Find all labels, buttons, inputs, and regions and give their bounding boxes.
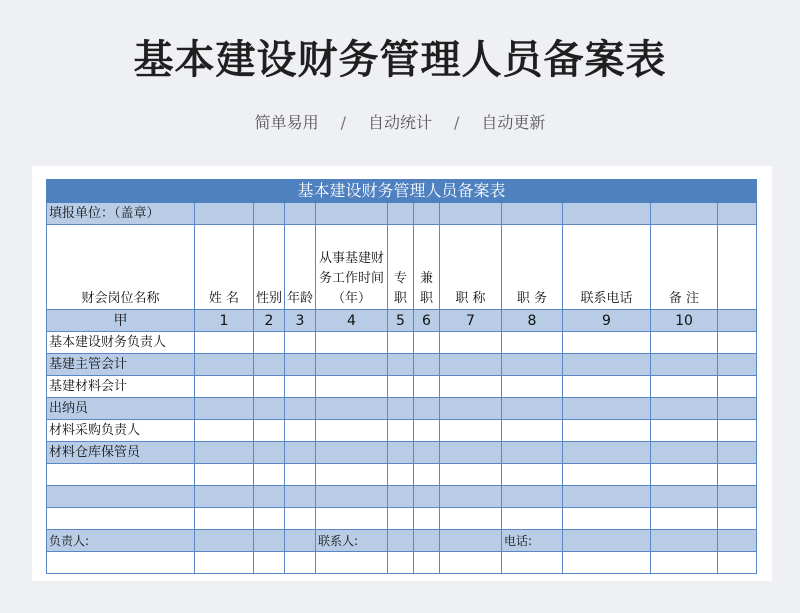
table-row	[47, 464, 757, 486]
cell[interactable]	[316, 486, 388, 508]
cell[interactable]	[563, 442, 651, 464]
footer-row	[47, 530, 757, 552]
cell[interactable]	[388, 530, 414, 552]
header-job[interactable]: 职 务	[502, 225, 563, 310]
cell[interactable]	[195, 442, 254, 464]
cell[interactable]	[563, 332, 651, 354]
cell[interactable]	[316, 203, 388, 225]
table-row	[47, 376, 757, 398]
header-years[interactable]: 从事基建财务工作时间（年）	[316, 225, 388, 310]
cell[interactable]	[285, 420, 316, 442]
table-row	[47, 420, 757, 442]
cell[interactable]	[254, 442, 285, 464]
header-title[interactable]: 职 称	[440, 225, 502, 310]
position-cell[interactable]: 材料仓库保管员	[47, 442, 195, 464]
table-banner-title: 基本建设财务管理人员备案表	[47, 180, 757, 203]
cell[interactable]	[47, 464, 195, 486]
index-cell[interactable]: 8	[502, 310, 563, 332]
footer-contact[interactable]: 联系人:	[316, 530, 388, 552]
cell[interactable]	[414, 420, 440, 442]
cell[interactable]	[316, 332, 388, 354]
cell[interactable]	[316, 398, 388, 420]
cell[interactable]	[195, 508, 254, 530]
cell[interactable]	[502, 203, 563, 225]
cell[interactable]	[254, 486, 285, 508]
cell[interactable]	[388, 354, 414, 376]
cell[interactable]	[388, 508, 414, 530]
cell[interactable]	[563, 354, 651, 376]
cell[interactable]	[651, 442, 718, 464]
cell[interactable]	[414, 398, 440, 420]
cell[interactable]	[563, 398, 651, 420]
cell[interactable]	[388, 332, 414, 354]
table-row	[47, 508, 757, 530]
header-name[interactable]: 姓 名	[195, 225, 254, 310]
cell[interactable]	[47, 552, 195, 574]
index-cell[interactable]: 2	[254, 310, 285, 332]
cell[interactable]	[254, 398, 285, 420]
cell[interactable]	[440, 530, 502, 552]
cell[interactable]	[440, 486, 502, 508]
cell[interactable]	[254, 552, 285, 574]
header-position[interactable]: 财会岗位名称	[47, 225, 195, 310]
position-cell[interactable]: 基建主管会计	[47, 354, 195, 376]
index-cell[interactable]: 3	[285, 310, 316, 332]
cell[interactable]	[651, 508, 718, 530]
cell[interactable]	[502, 420, 563, 442]
cell[interactable]	[254, 203, 285, 225]
index-cell[interactable]: 10	[651, 310, 718, 332]
index-cell[interactable]: 1	[195, 310, 254, 332]
cell[interactable]	[718, 530, 757, 552]
cell[interactable]	[195, 398, 254, 420]
cell[interactable]	[285, 332, 316, 354]
cell[interactable]	[440, 398, 502, 420]
header-row	[47, 225, 757, 310]
cell[interactable]	[502, 486, 563, 508]
cell[interactable]	[414, 442, 440, 464]
cell[interactable]	[718, 552, 757, 574]
cell[interactable]	[254, 332, 285, 354]
unit-row	[47, 203, 757, 225]
cell[interactable]	[718, 508, 757, 530]
cell[interactable]	[195, 332, 254, 354]
cell[interactable]	[414, 508, 440, 530]
cell[interactable]	[414, 376, 440, 398]
subtitle	[0, 112, 800, 134]
cell[interactable]	[718, 332, 757, 354]
cell[interactable]	[414, 530, 440, 552]
cell[interactable]	[285, 203, 316, 225]
header-phone[interactable]: 联系电话	[563, 225, 651, 310]
cell[interactable]	[718, 420, 757, 442]
cell[interactable]	[563, 464, 651, 486]
cell[interactable]	[563, 486, 651, 508]
index-cell[interactable]: 9	[563, 310, 651, 332]
cell[interactable]	[285, 552, 316, 574]
cell[interactable]	[195, 486, 254, 508]
cell[interactable]	[502, 508, 563, 530]
cell[interactable]	[388, 398, 414, 420]
cell[interactable]	[195, 420, 254, 442]
cell[interactable]	[388, 552, 414, 574]
cell[interactable]	[718, 376, 757, 398]
table-row	[47, 354, 757, 376]
footer-responsible[interactable]: 负责人:	[47, 530, 195, 552]
banner-row	[47, 180, 757, 203]
cell[interactable]	[718, 486, 757, 508]
cell[interactable]	[316, 552, 388, 574]
cell[interactable]	[502, 398, 563, 420]
filing-table	[46, 179, 757, 574]
cell[interactable]	[563, 552, 651, 574]
cell[interactable]	[388, 420, 414, 442]
cell[interactable]	[285, 376, 316, 398]
cell[interactable]	[651, 486, 718, 508]
cell[interactable]	[414, 354, 440, 376]
header-specialty[interactable]: 专职	[388, 225, 414, 310]
cell[interactable]	[388, 203, 414, 225]
cell[interactable]	[718, 442, 757, 464]
cell[interactable]	[414, 332, 440, 354]
index-cell[interactable]: 6	[414, 310, 440, 332]
cell[interactable]	[414, 486, 440, 508]
cell[interactable]	[502, 376, 563, 398]
cell[interactable]	[502, 552, 563, 574]
cell[interactable]	[440, 203, 502, 225]
cell[interactable]	[316, 508, 388, 530]
cell[interactable]	[651, 332, 718, 354]
cell[interactable]	[651, 530, 718, 552]
cell[interactable]	[195, 464, 254, 486]
cell[interactable]	[563, 508, 651, 530]
unit-label[interactable]: 填报单位：（盖章）	[47, 203, 195, 225]
spreadsheet-sheet	[32, 166, 772, 581]
cell[interactable]	[440, 332, 502, 354]
subtitle-separator: /	[454, 113, 460, 132]
table-row	[47, 442, 757, 464]
subtitle-item-easy: 简单易用	[254, 113, 319, 132]
cell[interactable]	[414, 203, 440, 225]
cell[interactable]	[254, 354, 285, 376]
header-gender[interactable]: 性别	[254, 225, 285, 310]
table-row	[47, 552, 757, 574]
position-cell[interactable]: 基本建设财务负责人	[47, 332, 195, 354]
cell[interactable]	[316, 354, 388, 376]
cell[interactable]	[440, 464, 502, 486]
cell[interactable]	[254, 376, 285, 398]
subtitle-item-stats: 自动统计	[367, 113, 432, 132]
index-row	[47, 310, 757, 332]
cell[interactable]	[47, 508, 195, 530]
cell[interactable]	[718, 464, 757, 486]
cell[interactable]	[285, 354, 316, 376]
cell[interactable]	[651, 464, 718, 486]
cell[interactable]	[414, 552, 440, 574]
cell[interactable]	[316, 420, 388, 442]
cell[interactable]	[651, 203, 718, 225]
cell[interactable]	[440, 376, 502, 398]
position-cell[interactable]: 材料采购负责人	[47, 420, 195, 442]
cell[interactable]	[285, 442, 316, 464]
cell[interactable]	[502, 354, 563, 376]
cell[interactable]	[440, 442, 502, 464]
cell[interactable]	[47, 486, 195, 508]
index-cell[interactable]: 5	[388, 310, 414, 332]
cell[interactable]	[563, 203, 651, 225]
table-row	[47, 332, 757, 354]
cell[interactable]	[414, 464, 440, 486]
index-cell[interactable]: 4	[316, 310, 388, 332]
cell[interactable]	[563, 420, 651, 442]
cell[interactable]	[440, 508, 502, 530]
cell[interactable]	[718, 398, 757, 420]
cell[interactable]	[651, 354, 718, 376]
cell[interactable]	[254, 508, 285, 530]
cell[interactable]	[195, 203, 254, 225]
cell[interactable]	[316, 464, 388, 486]
position-cell[interactable]: 基建材料会计	[47, 376, 195, 398]
cell[interactable]	[195, 552, 254, 574]
header-parttime[interactable]: 兼职	[414, 225, 440, 310]
cell[interactable]	[254, 464, 285, 486]
cell[interactable]	[651, 376, 718, 398]
cell[interactable]	[651, 552, 718, 574]
cell[interactable]	[718, 354, 757, 376]
subtitle-item-update: 自动更新	[481, 113, 546, 132]
cell[interactable]	[388, 464, 414, 486]
page-title: 基本建设财务管理人员备案表	[133, 37, 667, 83]
footer-phone[interactable]: 电话:	[502, 530, 563, 552]
cell[interactable]	[651, 398, 718, 420]
cell[interactable]	[563, 530, 651, 552]
cell[interactable]	[285, 508, 316, 530]
cell[interactable]	[285, 486, 316, 508]
cell[interactable]	[316, 376, 388, 398]
index-cell[interactable]: 7	[440, 310, 502, 332]
subtitle-separator: /	[340, 113, 346, 132]
cell[interactable]	[195, 354, 254, 376]
cell[interactable]	[440, 552, 502, 574]
cell[interactable]	[285, 398, 316, 420]
table-row	[47, 486, 757, 508]
cell[interactable]	[388, 376, 414, 398]
index-cell[interactable]: 甲	[47, 310, 195, 332]
cell[interactable]	[440, 354, 502, 376]
cell[interactable]	[718, 225, 757, 310]
cell[interactable]	[440, 420, 502, 442]
header-age[interactable]: 年龄	[285, 225, 316, 310]
header-remark[interactable]: 备 注	[651, 225, 718, 310]
cell[interactable]	[254, 530, 285, 552]
cell[interactable]	[254, 420, 285, 442]
cell[interactable]	[563, 376, 651, 398]
position-cell[interactable]: 出纳员	[47, 398, 195, 420]
table-row	[47, 398, 757, 420]
cell[interactable]	[502, 332, 563, 354]
cell[interactable]	[388, 442, 414, 464]
cell[interactable]	[502, 464, 563, 486]
cell[interactable]	[285, 464, 316, 486]
cell[interactable]	[718, 203, 757, 225]
cell[interactable]	[651, 420, 718, 442]
cell[interactable]	[502, 442, 563, 464]
cell[interactable]	[195, 376, 254, 398]
cell[interactable]	[718, 310, 757, 332]
cell[interactable]	[285, 530, 316, 552]
cell[interactable]	[195, 530, 254, 552]
cell[interactable]	[316, 442, 388, 464]
cell[interactable]	[388, 486, 414, 508]
